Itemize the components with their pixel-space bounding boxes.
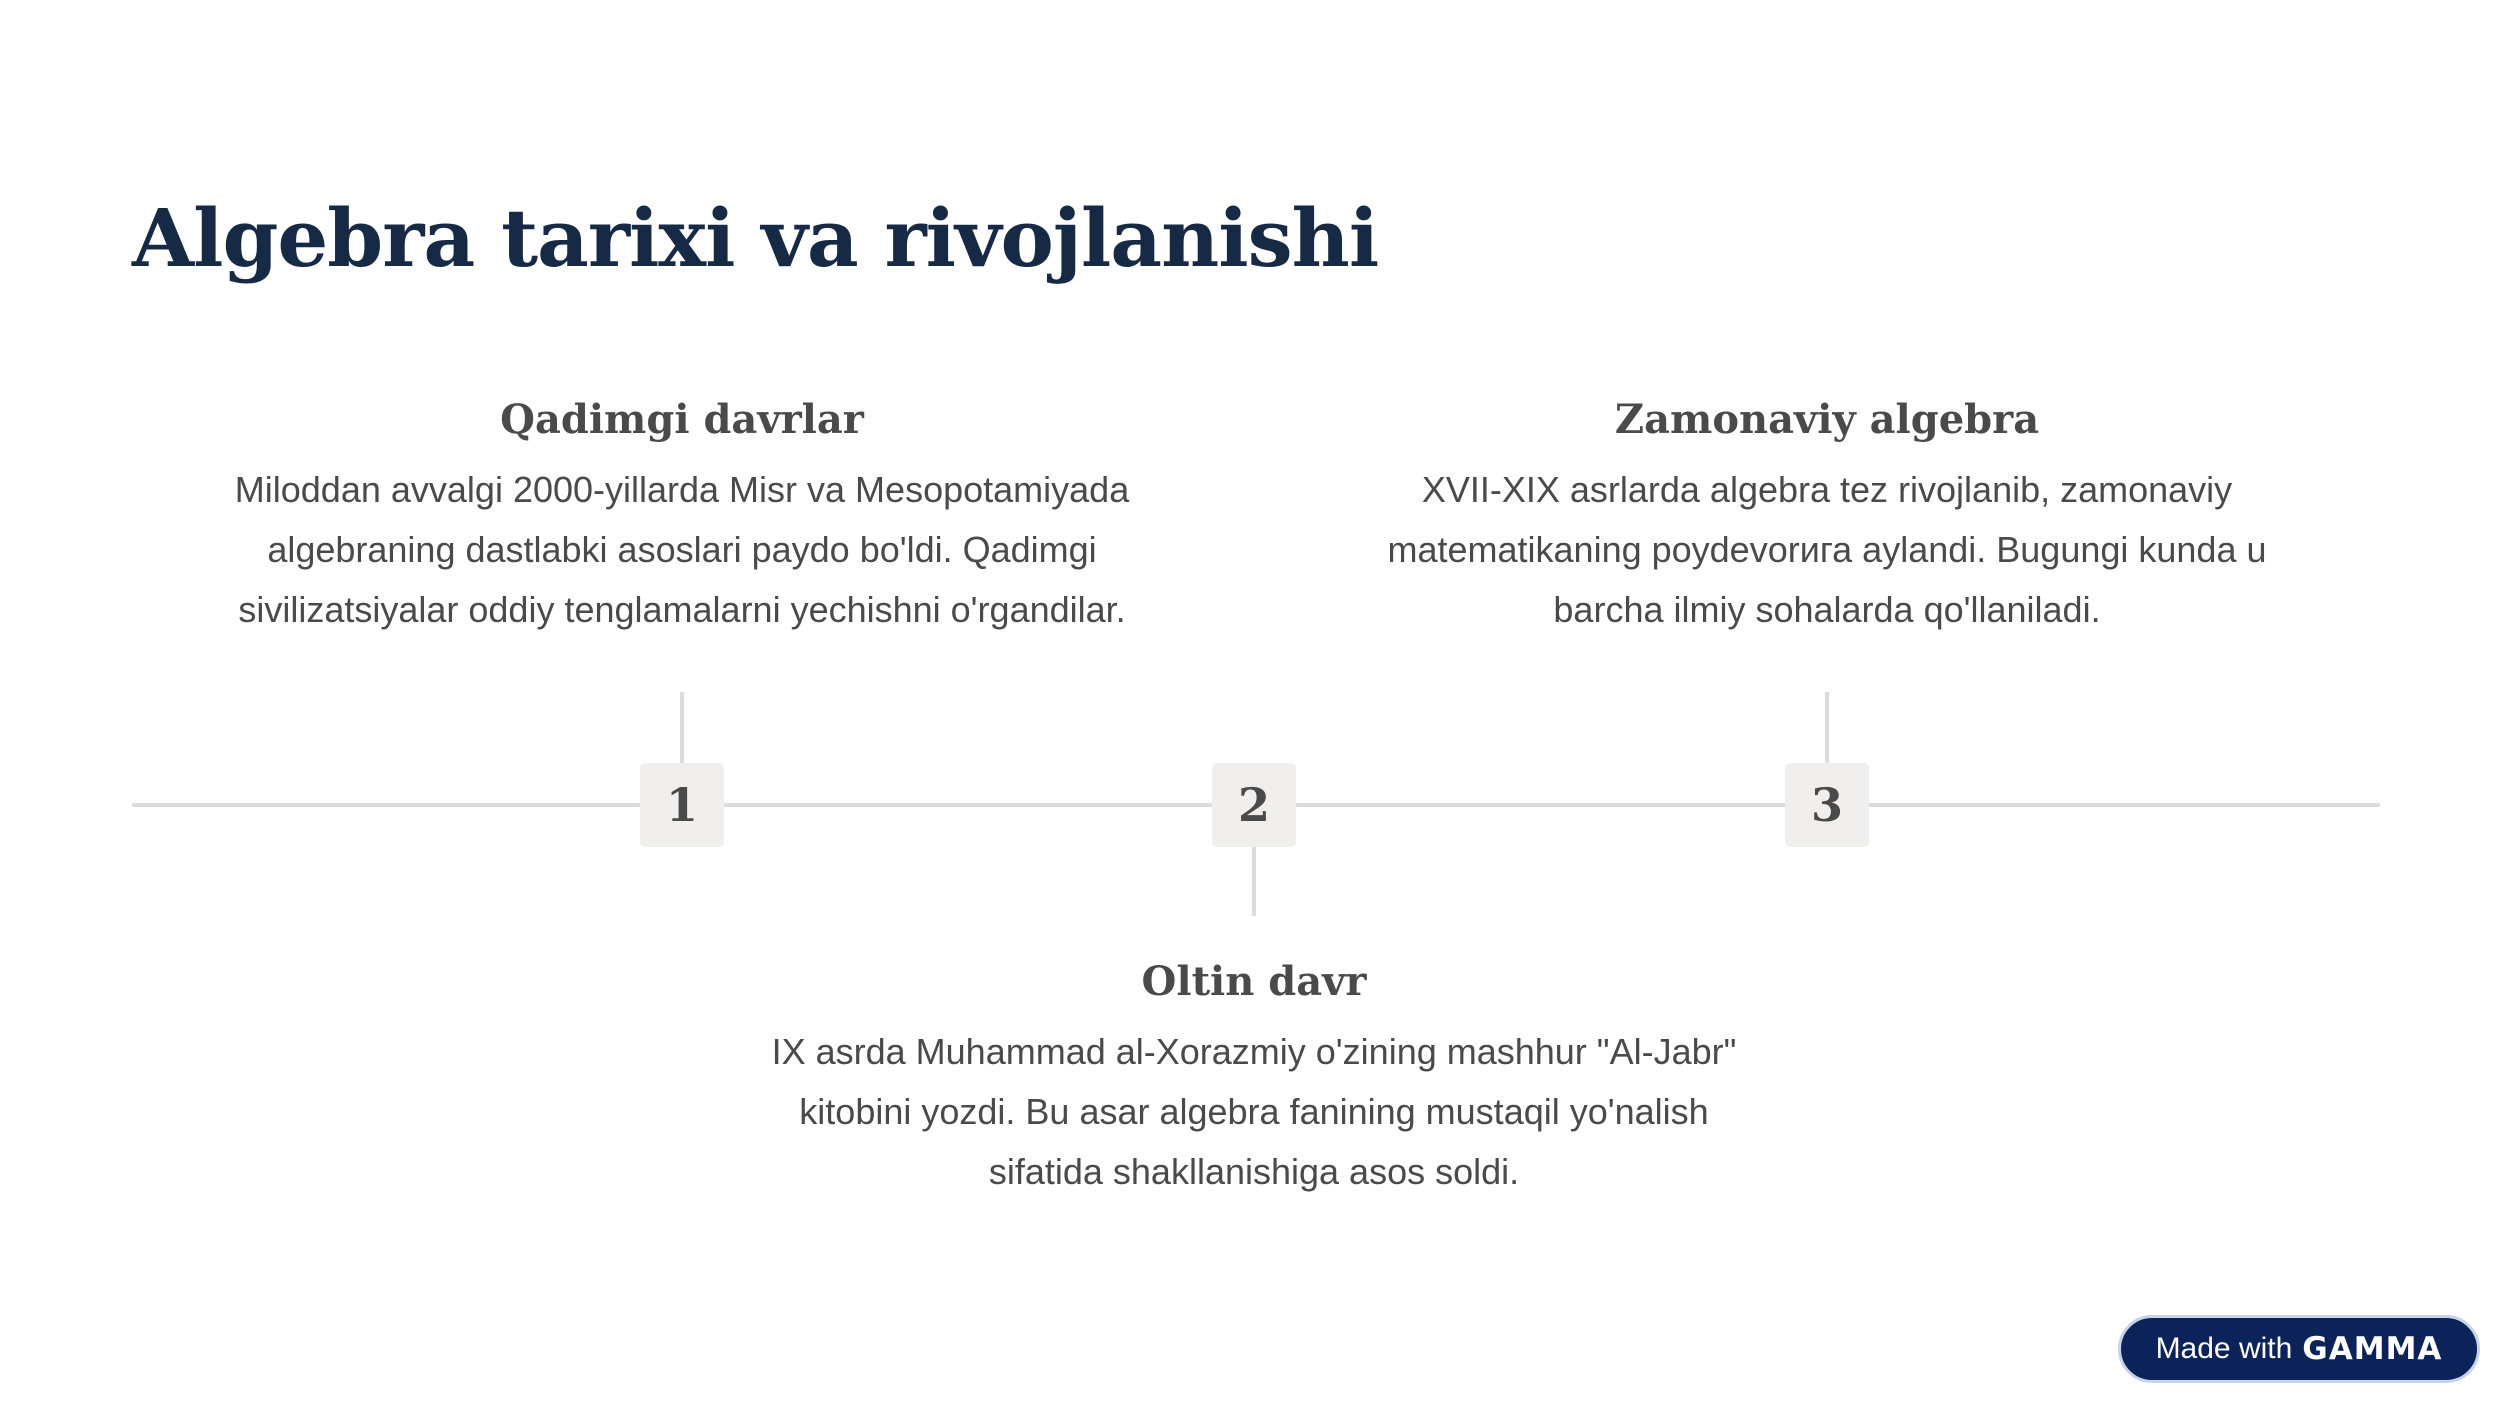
event-description [764, 1022, 1744, 1202]
connector-2 [1252, 847, 1256, 916]
event-title: Oltin davr [1141, 958, 1367, 1005]
description-line: IX asrda Muhammad al-Xorazmiy o'zining mashhur "Al-Jabr" [771, 1031, 1737, 1072]
description-line: sivilizatsiyalar oddiy tenglamalarni yechishni o'rgandilar. [238, 589, 1126, 630]
description-line: kitobini yozdi. Bu asar algebra fanining mustaqil yo'nalish [799, 1091, 1709, 1132]
connector-1 [680, 692, 684, 763]
timeline-marker-1: 1 [640, 763, 724, 847]
description-line: barcha ilmiy sohalarda qo'llaniladi. [1553, 589, 2101, 630]
description-line: Miloddan avvalgi 2000-yillarda Misr va Mesopotamiyada [234, 469, 1130, 510]
description-line: XVII-XIX asrlarda algebra tez rivojlanib, zamonaviy [1421, 469, 2233, 510]
made-with-gamma-badge[interactable] [2118, 1315, 2480, 1383]
badge-prefix: Made with [2155, 1332, 2293, 1365]
event-description [1337, 460, 2317, 640]
slide-title: Algebra tarixi va rivojlanishi [132, 191, 1379, 285]
event-title: Zamonaviy algebra [1614, 396, 2040, 443]
description-line: matematikaning poydevorига aylandi. Bugungi kunda u [1387, 529, 2267, 570]
timeline-marker-2: 2 [1212, 763, 1296, 847]
timeline-event-2 [764, 952, 1744, 1202]
timeline-event-3 [1337, 390, 2317, 640]
event-title: Qadimgi davrlar [500, 396, 864, 443]
description-line: algebraning dastlabki asoslari paydo bo'ldi. Qadimgi [267, 529, 1097, 570]
timeline-marker-3: 3 [1785, 763, 1869, 847]
event-description [192, 460, 1172, 640]
timeline-event-1 [192, 390, 1172, 640]
gamma-logo: GAMMA [2302, 1331, 2443, 1367]
description-line: sifatida shakllanishiga asos soldi. [988, 1151, 1520, 1192]
connector-3 [1825, 692, 1829, 763]
